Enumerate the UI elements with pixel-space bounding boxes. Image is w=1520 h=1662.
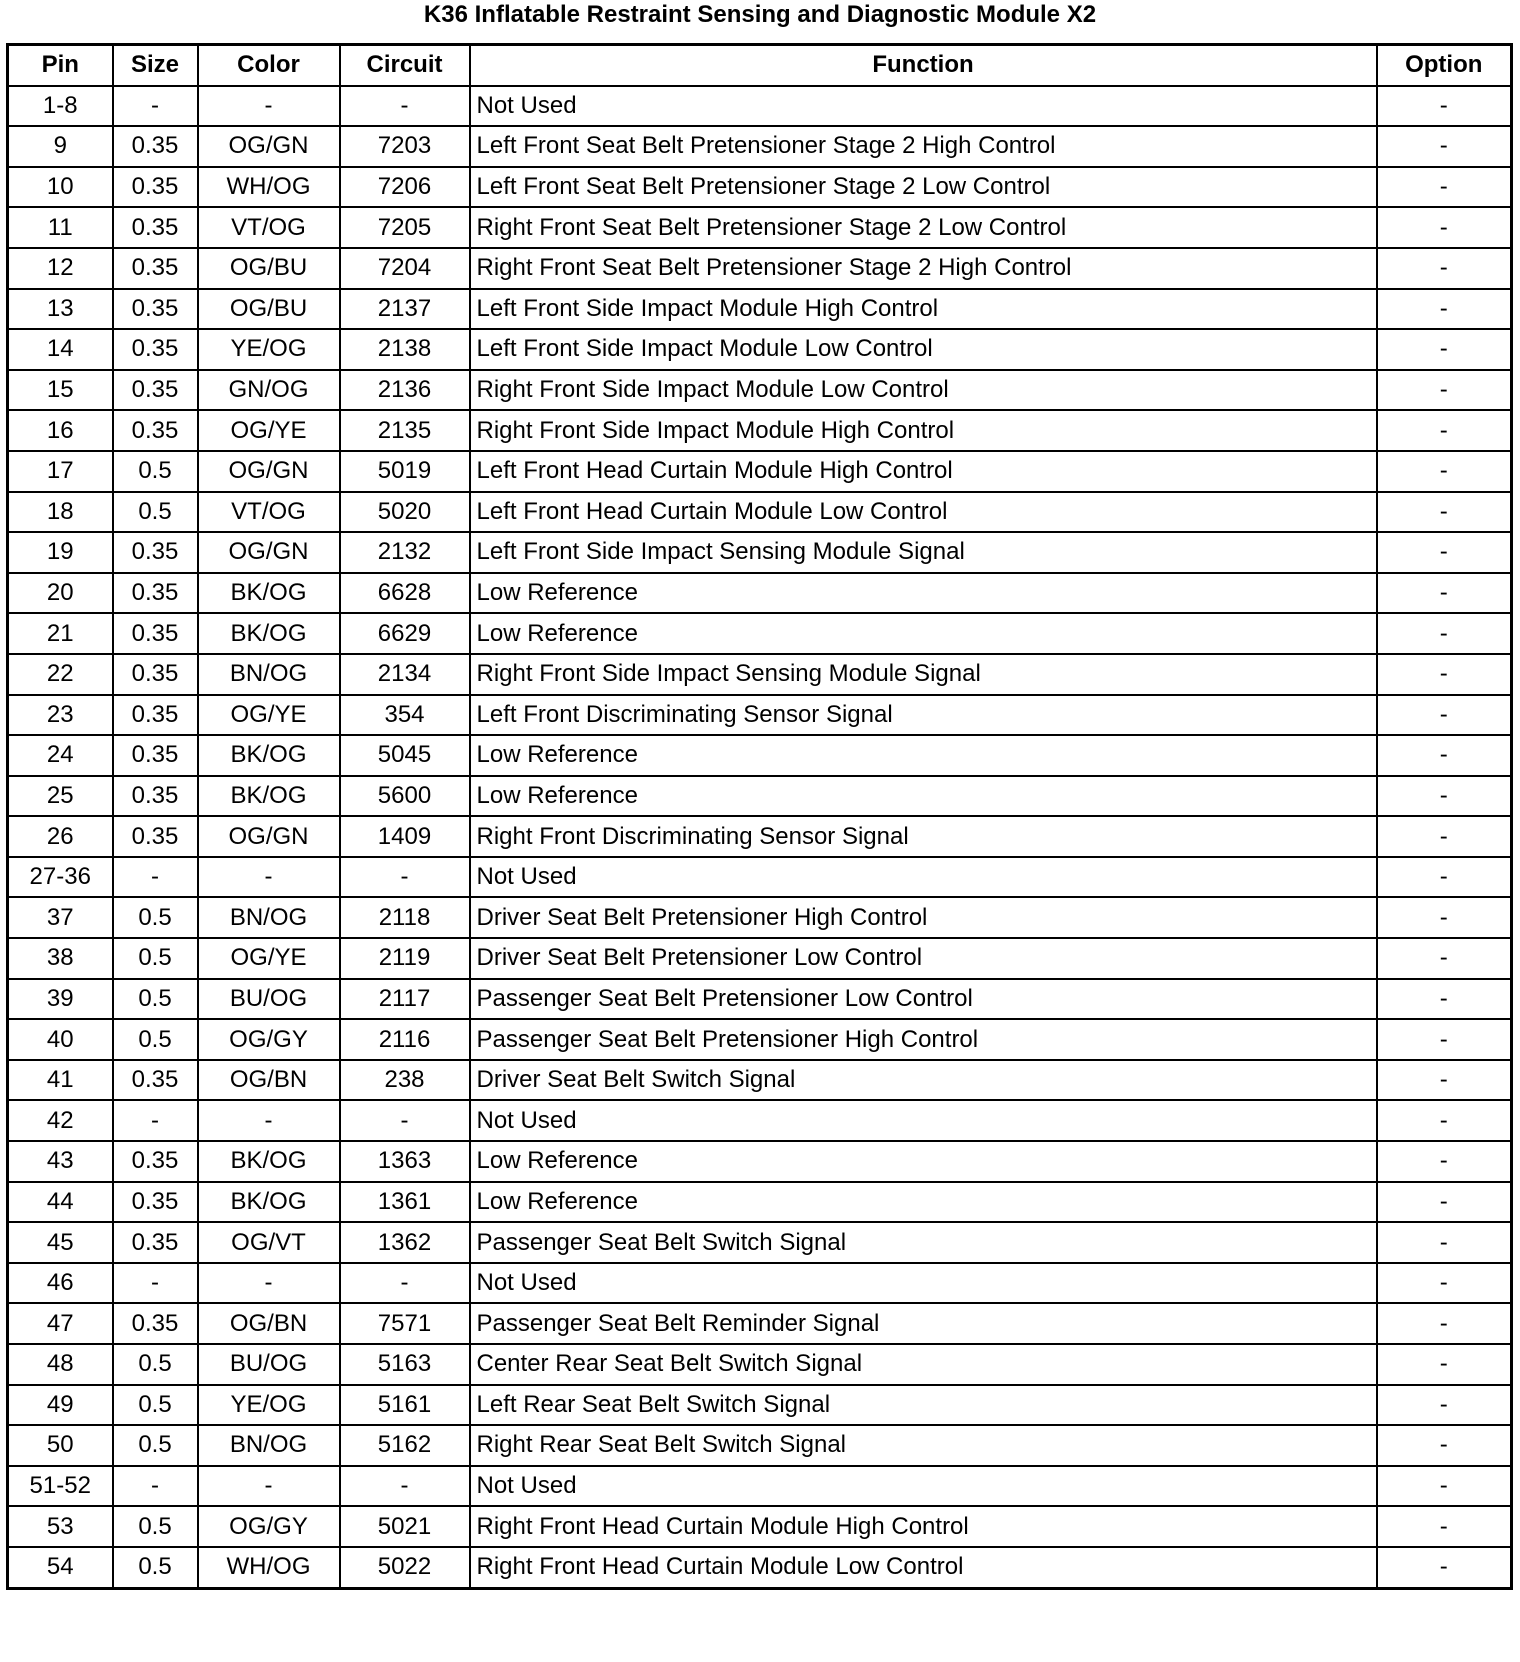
function-cell: Low Reference [470, 1182, 1377, 1223]
size-cell: 0.35 [113, 776, 198, 817]
function-cell: Not Used [470, 857, 1377, 898]
color-cell: OG/YE [198, 410, 340, 451]
table-row [8, 1222, 1512, 1263]
pin-cell: 20 [8, 573, 113, 614]
pin-cell: 9 [8, 126, 113, 167]
color-cell: YE/OG [198, 1385, 340, 1426]
function-cell: Low Reference [470, 1141, 1377, 1182]
size-cell: - [113, 1263, 198, 1304]
color-cell: OG/BU [198, 248, 340, 289]
table-row [8, 329, 1512, 370]
circuit-cell: 5019 [340, 451, 470, 492]
header-function: Function [470, 45, 1377, 86]
header-circuit: Circuit [340, 45, 470, 86]
function-cell: Driver Seat Belt Pretensioner High Control [470, 897, 1377, 938]
pin-cell: 44 [8, 1182, 113, 1223]
function-cell: Not Used [470, 86, 1377, 127]
table-row [8, 897, 1512, 938]
pin-cell: 10 [8, 167, 113, 208]
function-cell: Right Front Side Impact Module Low Control [470, 370, 1377, 411]
size-cell: - [113, 1100, 198, 1141]
pin-cell: 23 [8, 695, 113, 736]
option-cell: - [1377, 613, 1512, 654]
circuit-cell: 1362 [340, 1222, 470, 1263]
table-row [8, 492, 1512, 533]
pin-cell: 14 [8, 329, 113, 370]
size-cell: 0.35 [113, 532, 198, 573]
option-cell: - [1377, 1466, 1512, 1507]
circuit-cell: 5163 [340, 1344, 470, 1385]
circuit-cell: 2132 [340, 532, 470, 573]
option-cell: - [1377, 1344, 1512, 1385]
option-cell: - [1377, 776, 1512, 817]
table-row [8, 1425, 1512, 1466]
circuit-cell: - [340, 1466, 470, 1507]
color-cell: - [198, 857, 340, 898]
table-row [8, 370, 1512, 411]
size-cell: 0.35 [113, 735, 198, 776]
table-row [8, 613, 1512, 654]
table-row [8, 248, 1512, 289]
size-cell: 0.35 [113, 1222, 198, 1263]
pin-cell: 22 [8, 654, 113, 695]
color-cell: WH/OG [198, 1547, 340, 1588]
function-cell: Not Used [470, 1100, 1377, 1141]
circuit-cell: 7571 [340, 1303, 470, 1344]
table-row [8, 86, 1512, 127]
option-cell: - [1377, 1303, 1512, 1344]
circuit-cell: 5600 [340, 776, 470, 817]
function-cell: Right Front Head Curtain Module High Control [470, 1506, 1377, 1547]
option-cell: - [1377, 1385, 1512, 1426]
table-row [8, 289, 1512, 330]
function-cell: Low Reference [470, 573, 1377, 614]
circuit-cell: 2135 [340, 410, 470, 451]
option-cell: - [1377, 1263, 1512, 1304]
option-cell: - [1377, 207, 1512, 248]
table-row [8, 735, 1512, 776]
size-cell: - [113, 86, 198, 127]
size-cell: 0.35 [113, 410, 198, 451]
function-cell: Passenger Seat Belt Reminder Signal [470, 1303, 1377, 1344]
pin-cell: 25 [8, 776, 113, 817]
circuit-cell: 5161 [340, 1385, 470, 1426]
pin-cell: 54 [8, 1547, 113, 1588]
table-row [8, 1182, 1512, 1223]
table-row [8, 857, 1512, 898]
function-cell: Right Rear Seat Belt Switch Signal [470, 1425, 1377, 1466]
size-cell: 0.5 [113, 1547, 198, 1588]
size-cell: 0.35 [113, 248, 198, 289]
pin-cell: 15 [8, 370, 113, 411]
function-cell: Right Front Head Curtain Module Low Control [470, 1547, 1377, 1588]
function-cell: Left Front Side Impact Module Low Control [470, 329, 1377, 370]
size-cell: 0.5 [113, 979, 198, 1020]
option-cell: - [1377, 248, 1512, 289]
circuit-cell: 5022 [340, 1547, 470, 1588]
color-cell: OG/GY [198, 1506, 340, 1547]
table-body [8, 86, 1512, 1588]
size-cell: 0.35 [113, 1141, 198, 1182]
color-cell: OG/GN [198, 451, 340, 492]
function-cell: Left Front Side Impact Sensing Module Signal [470, 532, 1377, 573]
color-cell: BN/OG [198, 897, 340, 938]
circuit-cell: 7203 [340, 126, 470, 167]
color-cell: OG/BN [198, 1060, 340, 1101]
function-cell: Center Rear Seat Belt Switch Signal [470, 1344, 1377, 1385]
function-cell: Left Front Side Impact Module High Control [470, 289, 1377, 330]
pin-cell: 41 [8, 1060, 113, 1101]
color-cell: BK/OG [198, 573, 340, 614]
color-cell: BK/OG [198, 1182, 340, 1223]
circuit-cell: 2119 [340, 938, 470, 979]
pin-cell: 40 [8, 1019, 113, 1060]
color-cell: OG/GN [198, 126, 340, 167]
color-cell: - [198, 1263, 340, 1304]
option-cell: - [1377, 897, 1512, 938]
table-row [8, 532, 1512, 573]
function-cell: Not Used [470, 1263, 1377, 1304]
pin-cell: 45 [8, 1222, 113, 1263]
option-cell: - [1377, 126, 1512, 167]
circuit-cell: 5162 [340, 1425, 470, 1466]
color-cell: OG/VT [198, 1222, 340, 1263]
size-cell: 0.5 [113, 1344, 198, 1385]
circuit-cell: 2118 [340, 897, 470, 938]
color-cell: OG/YE [198, 695, 340, 736]
table-row [8, 1303, 1512, 1344]
table-row [8, 1466, 1512, 1507]
option-cell: - [1377, 816, 1512, 857]
pin-cell: 39 [8, 979, 113, 1020]
option-cell: - [1377, 1060, 1512, 1101]
circuit-cell: 5045 [340, 735, 470, 776]
pin-cell: 11 [8, 207, 113, 248]
size-cell: 0.5 [113, 451, 198, 492]
size-cell: 0.35 [113, 816, 198, 857]
size-cell: 0.35 [113, 654, 198, 695]
color-cell: WH/OG [198, 167, 340, 208]
color-cell: BN/OG [198, 654, 340, 695]
option-cell: - [1377, 695, 1512, 736]
color-cell: OG/GN [198, 532, 340, 573]
table-row [8, 1344, 1512, 1385]
pin-cell: 38 [8, 938, 113, 979]
circuit-cell: 238 [340, 1060, 470, 1101]
circuit-cell: 1409 [340, 816, 470, 857]
table-row [8, 1385, 1512, 1426]
circuit-cell: 2136 [340, 370, 470, 411]
size-cell: 0.35 [113, 329, 198, 370]
function-cell: Low Reference [470, 776, 1377, 817]
color-cell: OG/GN [198, 816, 340, 857]
option-cell: - [1377, 329, 1512, 370]
function-cell: Left Rear Seat Belt Switch Signal [470, 1385, 1377, 1426]
function-cell: Left Front Seat Belt Pretensioner Stage 2 High Control [470, 126, 1377, 167]
function-cell: Driver Seat Belt Pretensioner Low Control [470, 938, 1377, 979]
color-cell: BK/OG [198, 613, 340, 654]
function-cell: Passenger Seat Belt Pretensioner High Control [470, 1019, 1377, 1060]
option-cell: - [1377, 451, 1512, 492]
size-cell: 0.35 [113, 289, 198, 330]
circuit-cell: 2134 [340, 654, 470, 695]
function-cell: Left Front Head Curtain Module High Control [470, 451, 1377, 492]
color-cell: OG/GY [198, 1019, 340, 1060]
pin-cell: 47 [8, 1303, 113, 1344]
circuit-cell: - [340, 86, 470, 127]
circuit-cell: - [340, 857, 470, 898]
header-color: Color [198, 45, 340, 86]
circuit-cell: 1361 [340, 1182, 470, 1223]
size-cell: - [113, 857, 198, 898]
color-cell: - [198, 1466, 340, 1507]
size-cell: 0.5 [113, 938, 198, 979]
table-row [8, 979, 1512, 1020]
size-cell: - [113, 1466, 198, 1507]
option-cell: - [1377, 1547, 1512, 1588]
function-cell: Left Front Seat Belt Pretensioner Stage 2 Low Control [470, 167, 1377, 208]
size-cell: 0.35 [113, 167, 198, 208]
color-cell: BK/OG [198, 735, 340, 776]
pin-cell: 51-52 [8, 1466, 113, 1507]
color-cell: BN/OG [198, 1425, 340, 1466]
function-cell: Not Used [470, 1466, 1377, 1507]
option-cell: - [1377, 938, 1512, 979]
function-cell: Right Front Side Impact Module High Control [470, 410, 1377, 451]
color-cell: VT/OG [198, 492, 340, 533]
color-cell: - [198, 86, 340, 127]
option-cell: - [1377, 370, 1512, 411]
color-cell: VT/OG [198, 207, 340, 248]
circuit-cell: 5021 [340, 1506, 470, 1547]
option-cell: - [1377, 289, 1512, 330]
pin-cell: 49 [8, 1385, 113, 1426]
option-cell: - [1377, 532, 1512, 573]
table-row [8, 938, 1512, 979]
size-cell: 0.35 [113, 613, 198, 654]
function-cell: Passenger Seat Belt Pretensioner Low Control [470, 979, 1377, 1020]
size-cell: 0.35 [113, 1182, 198, 1223]
pin-cell: 21 [8, 613, 113, 654]
table-row [8, 573, 1512, 614]
pin-cell: 17 [8, 451, 113, 492]
circuit-cell: - [340, 1263, 470, 1304]
circuit-cell: 7206 [340, 167, 470, 208]
function-cell: Left Front Head Curtain Module Low Control [470, 492, 1377, 533]
table-row [8, 695, 1512, 736]
table-header [8, 45, 1512, 86]
function-cell: Right Front Discriminating Sensor Signal [470, 816, 1377, 857]
table-row [8, 654, 1512, 695]
header-size: Size [113, 45, 198, 86]
pin-cell: 26 [8, 816, 113, 857]
color-cell: GN/OG [198, 370, 340, 411]
circuit-cell: 2116 [340, 1019, 470, 1060]
table-row [8, 167, 1512, 208]
option-cell: - [1377, 167, 1512, 208]
option-cell: - [1377, 1100, 1512, 1141]
size-cell: 0.35 [113, 207, 198, 248]
function-cell: Right Front Seat Belt Pretensioner Stage 2 Low Control [470, 207, 1377, 248]
function-cell: Right Front Side Impact Sensing Module Signal [470, 654, 1377, 695]
function-cell: Low Reference [470, 613, 1377, 654]
option-cell: - [1377, 857, 1512, 898]
pin-cell: 18 [8, 492, 113, 533]
circuit-cell: 2117 [340, 979, 470, 1020]
pin-cell: 48 [8, 1344, 113, 1385]
pin-cell: 27-36 [8, 857, 113, 898]
option-cell: - [1377, 735, 1512, 776]
table-row [8, 776, 1512, 817]
table-row [8, 1263, 1512, 1304]
header-pin: Pin [8, 45, 113, 86]
option-cell: - [1377, 979, 1512, 1020]
size-cell: 0.35 [113, 126, 198, 167]
option-cell: - [1377, 1182, 1512, 1223]
option-cell: - [1377, 1222, 1512, 1263]
table-row [8, 451, 1512, 492]
table-row [8, 1100, 1512, 1141]
function-cell: Passenger Seat Belt Switch Signal [470, 1222, 1377, 1263]
color-cell: OG/BN [198, 1303, 340, 1344]
pin-cell: 53 [8, 1506, 113, 1547]
option-cell: - [1377, 1019, 1512, 1060]
function-cell: Left Front Discriminating Sensor Signal [470, 695, 1377, 736]
size-cell: 0.5 [113, 1385, 198, 1426]
option-cell: - [1377, 1506, 1512, 1547]
circuit-cell: 7205 [340, 207, 470, 248]
size-cell: 0.35 [113, 370, 198, 411]
color-cell: - [198, 1100, 340, 1141]
size-cell: 0.5 [113, 1019, 198, 1060]
function-cell: Low Reference [470, 735, 1377, 776]
table-row [8, 1506, 1512, 1547]
color-cell: BU/OG [198, 979, 340, 1020]
color-cell: BK/OG [198, 776, 340, 817]
size-cell: 0.5 [113, 897, 198, 938]
circuit-cell: 5020 [340, 492, 470, 533]
option-cell: - [1377, 1141, 1512, 1182]
function-cell: Driver Seat Belt Switch Signal [470, 1060, 1377, 1101]
circuit-cell: 1363 [340, 1141, 470, 1182]
table-row [8, 816, 1512, 857]
table-row [8, 1060, 1512, 1101]
circuit-cell: - [340, 1100, 470, 1141]
connector-pinout-table [6, 43, 1513, 1590]
color-cell: OG/YE [198, 938, 340, 979]
size-cell: 0.5 [113, 1506, 198, 1547]
size-cell: 0.35 [113, 1060, 198, 1101]
pin-cell: 16 [8, 410, 113, 451]
pin-cell: 24 [8, 735, 113, 776]
option-cell: - [1377, 410, 1512, 451]
pin-cell: 50 [8, 1425, 113, 1466]
header-row [8, 45, 1512, 86]
pin-cell: 46 [8, 1263, 113, 1304]
option-cell: - [1377, 654, 1512, 695]
pin-cell: 13 [8, 289, 113, 330]
circuit-cell: 2137 [340, 289, 470, 330]
size-cell: 0.5 [113, 1425, 198, 1466]
size-cell: 0.35 [113, 573, 198, 614]
table-row [8, 207, 1512, 248]
circuit-cell: 6629 [340, 613, 470, 654]
pin-cell: 42 [8, 1100, 113, 1141]
color-cell: OG/BU [198, 289, 340, 330]
circuit-cell: 2138 [340, 329, 470, 370]
table-row [8, 1019, 1512, 1060]
color-cell: BK/OG [198, 1141, 340, 1182]
table-row [8, 410, 1512, 451]
pin-cell: 43 [8, 1141, 113, 1182]
header-option: Option [1377, 45, 1512, 86]
size-cell: 0.5 [113, 492, 198, 533]
page-title: K36 Inflatable Restraint Sensing and Diagnostic Module X2 [423, 1, 1097, 28]
pin-cell: 12 [8, 248, 113, 289]
circuit-cell: 7204 [340, 248, 470, 289]
size-cell: 0.35 [113, 695, 198, 736]
option-cell: - [1377, 573, 1512, 614]
table-row [8, 126, 1512, 167]
pin-cell: 1-8 [8, 86, 113, 127]
color-cell: BU/OG [198, 1344, 340, 1385]
table-row [8, 1141, 1512, 1182]
table-row [8, 1547, 1512, 1588]
option-cell: - [1377, 1425, 1512, 1466]
pin-cell: 19 [8, 532, 113, 573]
option-cell: - [1377, 86, 1512, 127]
pin-cell: 37 [8, 897, 113, 938]
color-cell: YE/OG [198, 329, 340, 370]
circuit-cell: 354 [340, 695, 470, 736]
option-cell: - [1377, 492, 1512, 533]
size-cell: 0.35 [113, 1303, 198, 1344]
function-cell: Right Front Seat Belt Pretensioner Stage 2 High Control [470, 248, 1377, 289]
circuit-cell: 6628 [340, 573, 470, 614]
